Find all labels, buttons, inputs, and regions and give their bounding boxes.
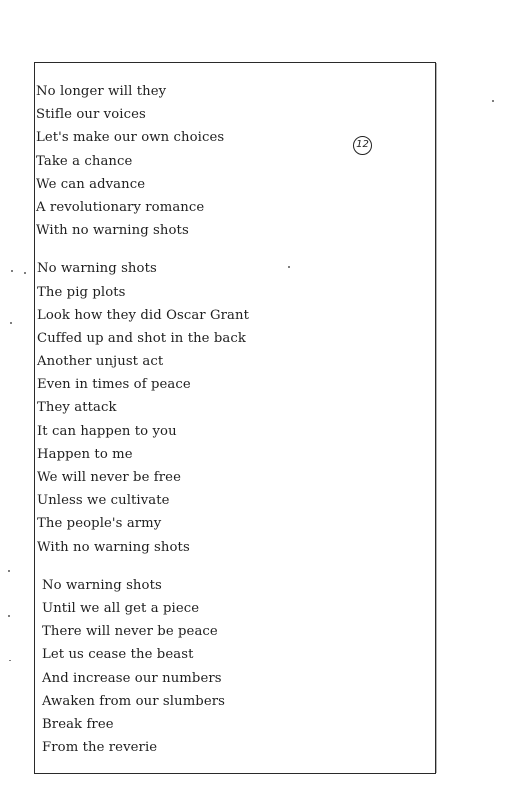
poem-line: A revolutionary romance — [36, 199, 205, 215]
scan-speck — [24, 272, 26, 274]
scan-speck — [9, 660, 11, 661]
poem-line: With no warning shots — [37, 539, 190, 555]
stanza-3 — [36, 574, 249, 760]
poem-line: The people's army — [37, 516, 162, 532]
poem-line: Cuffed up and shot in the back — [37, 330, 246, 346]
poem-line: Another unjust act — [37, 354, 164, 370]
poem-line: Break free — [42, 716, 114, 732]
poem-line: With no warning shots — [36, 223, 189, 239]
poem-line: Let's make our own choices — [36, 130, 225, 146]
scan-speck — [288, 266, 290, 268]
poem-line: Unless we cultivate — [37, 493, 170, 509]
poem-line: Look how they did Oscar Grant — [37, 307, 249, 323]
poem-line: Happen to me — [37, 446, 133, 462]
stanza-1 — [36, 80, 249, 242]
poem-line: And increase our numbers — [42, 670, 222, 686]
poem-body — [36, 80, 249, 759]
poem-line: Even in times of peace — [37, 377, 191, 393]
poem-line: No warning shots — [37, 261, 157, 277]
poem-line: Stifle our voices — [36, 107, 146, 123]
scan-speck — [11, 270, 13, 272]
poem-line: We can advance — [36, 176, 146, 192]
poem-line: No longer will they — [36, 84, 167, 99]
poem-line: From the reverie — [42, 740, 158, 756]
poem-line: Take a chance — [36, 153, 133, 169]
poem-line: The pig plots — [37, 284, 126, 300]
poem-line: It can happen to you — [37, 423, 177, 439]
poem-line: Let us cease the beast — [42, 647, 194, 663]
poem-line: Until we all get a piece — [42, 600, 200, 616]
poem-line: Awaken from our slumbers — [42, 693, 226, 709]
scan-speck — [10, 322, 12, 324]
scan-speck — [8, 570, 10, 572]
poem-line: No warning shots — [42, 577, 162, 593]
stanza-2 — [36, 257, 249, 558]
scan-speck — [492, 100, 494, 102]
scan-speck — [8, 615, 10, 617]
poem-line: We will never be free — [37, 470, 181, 485]
poem-line: They attack — [37, 400, 117, 416]
poem-line: There will never be peace — [42, 624, 218, 640]
circled-page-number: 12 — [353, 136, 372, 155]
